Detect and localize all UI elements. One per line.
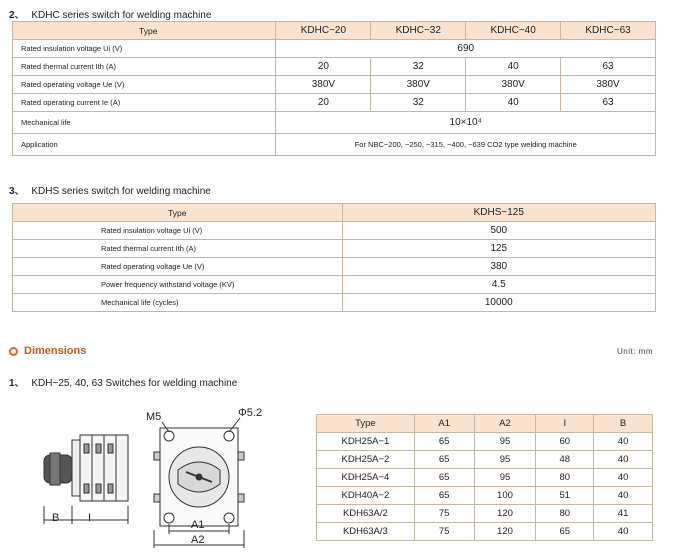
dim-cell-type: KDH25A−1: [317, 433, 415, 451]
dimensions-subtitle-text: KDH−25, 40, 63 Switches for welding machine: [31, 378, 238, 389]
dim-cell-b: 40: [594, 469, 653, 487]
side-view: [44, 435, 128, 524]
section2-number: 2、: [9, 10, 25, 21]
kdhs-label: Mechanical life (cycles): [13, 294, 343, 312]
kdhc-header-row: [13, 22, 656, 40]
kdhc-thermal-63: 63: [561, 58, 656, 76]
kdhc-label-mech-life: Mechanical life: [13, 112, 276, 134]
kdhc-value-insulation: 690: [276, 40, 656, 58]
kdhc-row-thermal: [13, 58, 656, 76]
dim-cell-i: 65: [536, 523, 594, 541]
kdhc-voltage-40: 380V: [466, 76, 561, 94]
drawing-svg: [30, 400, 300, 550]
kdhc-value-mech-life: 10×10⁴: [276, 112, 656, 134]
table-row: [317, 505, 653, 523]
kdhc-voltage-20: 380V: [276, 76, 371, 94]
kdhs-row: [13, 276, 656, 294]
kdhc-row-application: [13, 134, 656, 156]
section2-title-text: KDHC series switch for welding machine: [31, 10, 212, 21]
section3-title-text: KDHS series switch for welding machine: [31, 186, 211, 197]
table-row: [317, 469, 653, 487]
dim-cell-type: KDH25A−4: [317, 469, 415, 487]
dim-header-i: I: [536, 415, 594, 433]
kdhc-row-mech-life: [13, 112, 656, 134]
dim-label-m5: M5: [146, 411, 162, 423]
kdhc-row-op-current: [13, 94, 656, 112]
kdhc-current-40: 40: [466, 94, 561, 112]
dim-label-phi: Φ5.2: [238, 407, 263, 419]
dimensions-header-row: [317, 415, 653, 433]
kdhs-value: 380: [342, 258, 655, 276]
dim-header-b: B: [594, 415, 653, 433]
kdhc-row-op-voltage: [13, 76, 656, 94]
kdhc-model-32: KDHC−32: [371, 22, 466, 40]
dimensions-sub-number: 1、: [9, 378, 25, 389]
table-row: [317, 433, 653, 451]
dim-cell-i: 80: [536, 505, 594, 523]
kdhc-current-32: 32: [371, 94, 466, 112]
dim-cell-type: KDH25A−2: [317, 451, 415, 469]
kdhs-row: [13, 258, 656, 276]
kdhs-label: Rated insulation voltage Ui (V): [13, 222, 343, 240]
kdhs-row: [13, 240, 656, 258]
dim-header-a2: A2: [474, 415, 536, 433]
kdhc-voltage-32: 380V: [371, 76, 466, 94]
dim-cell-b: 40: [594, 523, 653, 541]
kdhs-row: [13, 294, 656, 312]
dim-cell-a1: 75: [414, 505, 474, 523]
kdhs-value: 10000: [342, 294, 655, 312]
dim-label-a1: A1: [191, 519, 205, 531]
dim-cell-b: 40: [594, 433, 653, 451]
dim-cell-i: 51: [536, 487, 594, 505]
dim-cell-a1: 65: [414, 469, 474, 487]
kdhs-type-label: Type: [13, 204, 343, 222]
kdhc-current-20: 20: [276, 94, 371, 112]
kdhc-model-40: KDHC−40: [466, 22, 561, 40]
kdhs-row: [13, 222, 656, 240]
dimensions-subtitle: [9, 374, 237, 389]
section3-number: 3、: [9, 186, 25, 197]
kdhc-value-application: For NBC−200, −250, −315, −400, −639 CO2 type welding machine: [276, 134, 656, 156]
kdhs-label: Rated operating voltage Ue (V): [13, 258, 343, 276]
kdhs-label: Rated thermal current Ith (A): [13, 240, 343, 258]
table-row: [317, 487, 653, 505]
dim-cell-type: KDH63A/2: [317, 505, 415, 523]
dim-cell-a2: 95: [474, 469, 536, 487]
kdhc-type-label: Type: [13, 22, 276, 40]
dim-cell-a2: 120: [474, 505, 536, 523]
dim-cell-a1: 65: [414, 487, 474, 505]
dim-label-i: I: [88, 512, 92, 524]
kdhs-label: Power frequency withstand voltage (KV): [13, 276, 343, 294]
kdhc-thermal-40: 40: [466, 58, 561, 76]
kdhc-current-63: 63: [561, 94, 656, 112]
kdhc-label-op-voltage: Rated operating voltage Ue (V): [13, 76, 276, 94]
kdhc-label-op-current: Rated operating current Ie (A): [13, 94, 276, 112]
kdhc-model-20: KDHC−20: [276, 22, 371, 40]
kdhs-value: 500: [342, 222, 655, 240]
dim-label-a2: A2: [191, 534, 205, 546]
dim-cell-b: 40: [594, 487, 653, 505]
section2-title: [9, 6, 211, 21]
kdhs-header-row: [13, 204, 656, 222]
dim-cell-a1: 65: [414, 433, 474, 451]
dimensions-heading: [9, 345, 86, 357]
unit-label: Unit: mm: [617, 347, 653, 356]
dim-cell-type: KDH40A−2: [317, 487, 415, 505]
dim-cell-type: KDH63A/3: [317, 523, 415, 541]
dimensions-table: [316, 414, 653, 541]
kdhs-value: 4.5: [342, 276, 655, 294]
dim-cell-a2: 100: [474, 487, 536, 505]
kdhs-model: KDHS−125: [342, 204, 655, 222]
dim-label-b: B: [52, 512, 60, 524]
dim-cell-a2: 95: [474, 451, 536, 469]
dim-cell-a2: 95: [474, 433, 536, 451]
dim-header-type: Type: [317, 415, 415, 433]
kdhc-thermal-32: 32: [371, 58, 466, 76]
kdhc-model-63: KDHC−63: [561, 22, 656, 40]
dim-cell-i: 80: [536, 469, 594, 487]
kdhc-label-application: Application: [13, 134, 276, 156]
dim-cell-b: 41: [594, 505, 653, 523]
dimensions-title: Dimensions: [24, 345, 87, 357]
kdhc-row-insulation: [13, 40, 656, 58]
kdhc-label-insulation: Rated insulation voltage Ui (V): [13, 40, 276, 58]
dim-cell-a1: 75: [414, 523, 474, 541]
kdhs-spec-table: [12, 203, 656, 312]
section3-title: [9, 182, 211, 197]
circle-bullet-icon: [9, 347, 18, 356]
dim-cell-i: 60: [536, 433, 594, 451]
table-row: [317, 523, 653, 541]
switch-dimension-drawing: [30, 400, 300, 550]
kdhc-spec-table: [12, 21, 656, 156]
kdhc-label-thermal: Rated thermal current Ith (A): [13, 58, 276, 76]
dim-header-a1: A1: [414, 415, 474, 433]
dim-cell-b: 40: [594, 451, 653, 469]
kdhc-thermal-20: 20: [276, 58, 371, 76]
table-row: [317, 451, 653, 469]
dim-cell-a1: 65: [414, 451, 474, 469]
kdhc-voltage-63: 380V: [561, 76, 656, 94]
dim-cell-i: 48: [536, 451, 594, 469]
dim-cell-a2: 120: [474, 523, 536, 541]
kdhs-value: 125: [342, 240, 655, 258]
